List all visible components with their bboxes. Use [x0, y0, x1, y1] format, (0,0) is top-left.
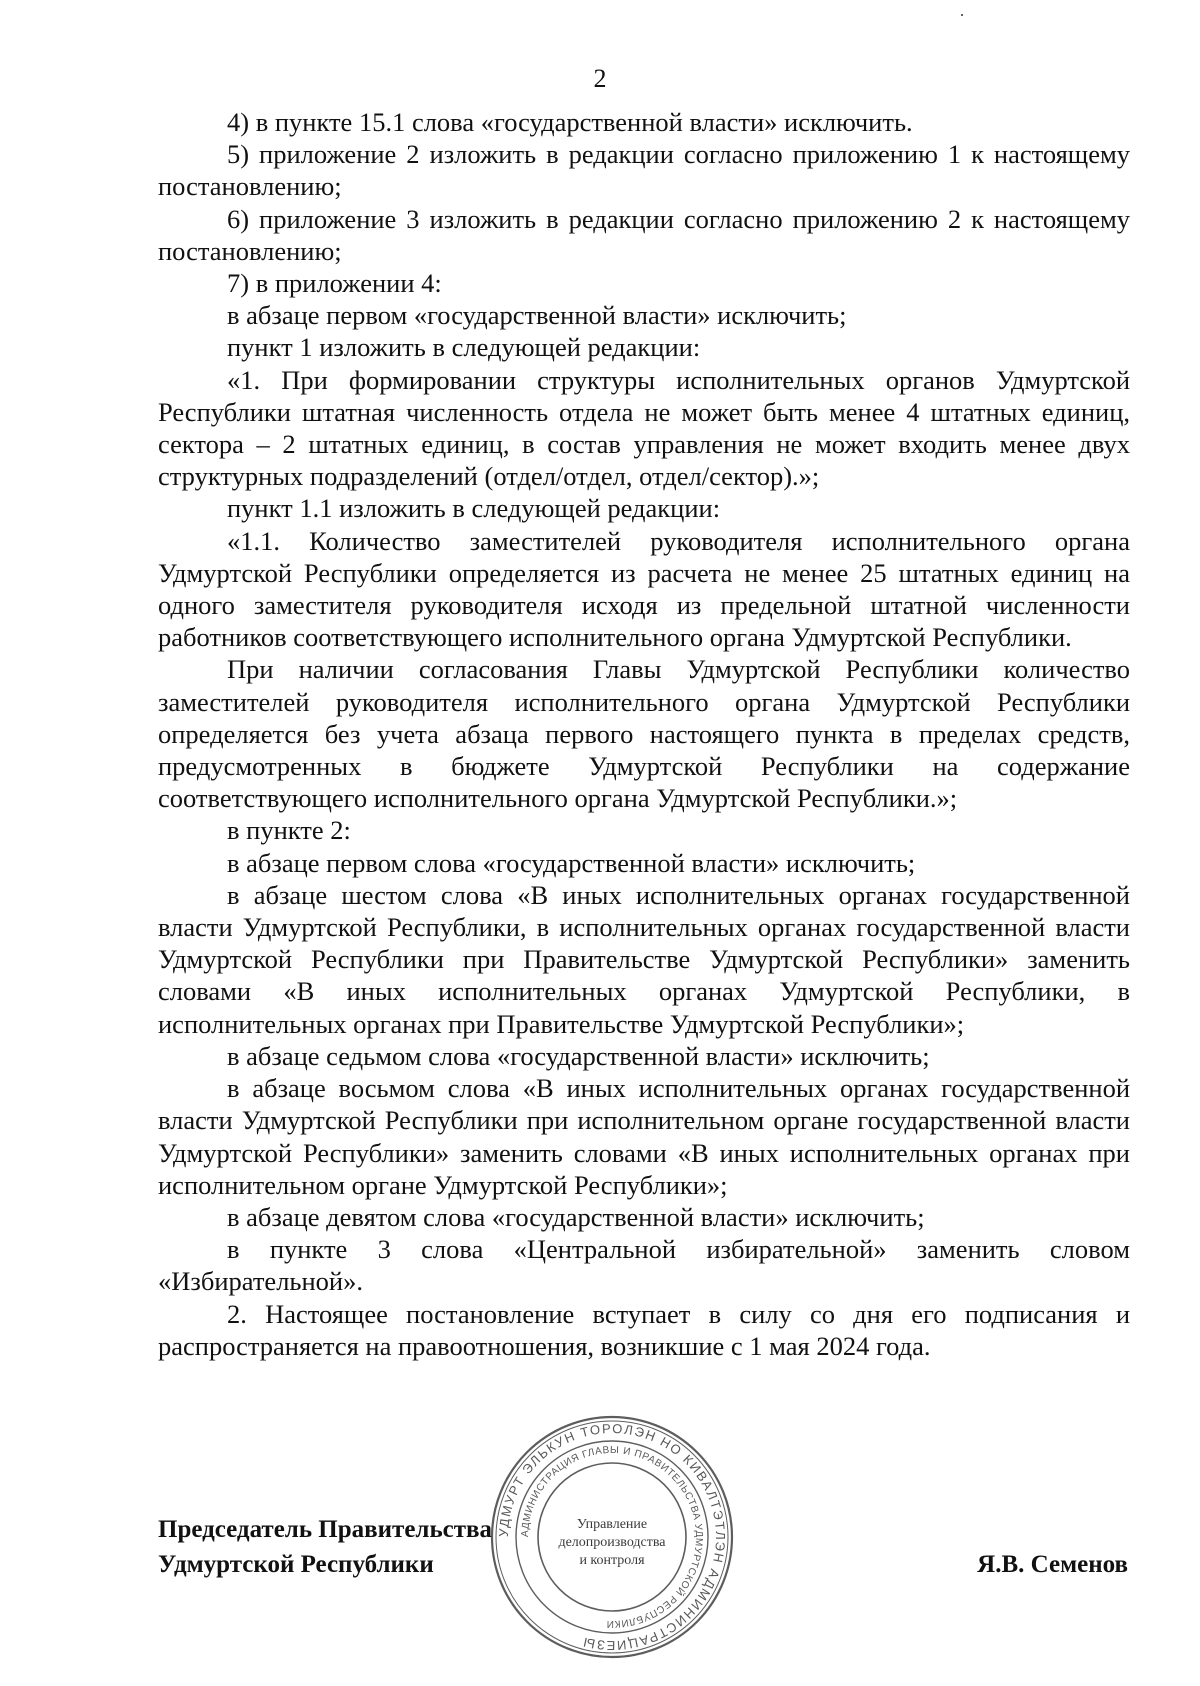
stamp-center-line1: Управление: [576, 1517, 648, 1532]
paragraph: в абзаце первом «государственной власти» исключить;: [227, 300, 847, 331]
paragraph-item-5: 5) приложение 2 изложить в редакции согласно приложению 1 к настоящему постановлению;: [158, 139, 1130, 202]
paragraph-effective-date: 2. Настоящее постановление вступает в силу со дня его подписания и распространяется на правоотношения, возникшие с 1 мая 2024 года.: [158, 1298, 1130, 1361]
paragraph: пункт 1.1 изложить в следующей редакции:: [227, 493, 721, 524]
paragraph: в пункте 2:: [227, 815, 351, 846]
paragraph: пункт 1 изложить в следующей редакции:: [227, 332, 701, 363]
stamp-outer-ring-text: УДМУРТ ЭЛЬКУН ТОРОЛЭН НО КИВАЛТЭТЛЭН АДМИНИСТРАЦИЕЗЫ: [495, 1420, 729, 1654]
paragraph: в абзаце шестом слова «В иных исполнительных органах государственной власти Удмуртской Республики, в исполнительных органах государственной власти Удмуртской Республики при Правительстве Удмуртской Республики» заменить словами «В иных исполнительных органах Удмуртской Республики, в исполнительных органах при Правительстве Удмуртской Республики»;: [158, 879, 1130, 1039]
official-stamp: [487, 1412, 737, 1662]
signer-name: Я.В. Семенов: [977, 1551, 1128, 1578]
quoted-paragraph: «1. При формировании структуры исполнительных органов Удмуртской Республики штатная численность отдела не может быть менее 4 штатных единиц, сектора – 2 штатных единиц, в состав управления не может входить менее двух структурных подразделений (отдел/отдел, отдел/сектор).»;: [158, 364, 1130, 492]
document-body: [158, 106, 1130, 1362]
paragraph-item-6: 6) приложение 3 изложить в редакции согласно приложению 2 к настоящему постановлению;: [158, 203, 1130, 266]
paragraph-item-7: 7) в приложении 4:: [227, 268, 442, 299]
signature-position: [158, 1512, 492, 1582]
paragraph: в абзаце седьмом слова «государственной власти» исключить;: [227, 1040, 930, 1071]
paragraph: в пункте 3 слова «Центральной избирательной» заменить словом «Избирательной».: [158, 1234, 1130, 1297]
paragraph-item-4: 4) в пункте 15.1 слова «государственной власти» исключить.: [227, 107, 913, 137]
paragraph: в абзаце восьмом слова «В иных исполнительных органах государственной власти Удмуртской Республики при исполнительном органе государственной власти Удмуртской Республики» заменить словами «В иных исполнительных органах при исполнительном органе Удмуртской Республики»;: [158, 1073, 1130, 1200]
paragraph: в абзаце девятом слова «государственной власти» исключить;: [227, 1201, 925, 1232]
signature-position-line1: Председатель Правительства: [158, 1516, 493, 1543]
signature-position-line2: Удмуртской Республики: [158, 1551, 434, 1578]
quoted-paragraph: «1.1. Количество заместителей руководителя исполнительного органа Удмуртской Республики определяется из расчета не менее 25 штатных единиц на одного заместителя руководителя исходя из предельной штатной численности работников соответствующего исполнительного органа Удмуртской Республики.: [158, 525, 1130, 653]
stamp-seal: [487, 1412, 737, 1662]
stamp-center-line3: и контроля: [579, 1553, 645, 1568]
scan-speck: [961, 14, 963, 16]
quoted-paragraph: При наличии согласования Главы Удмуртской Республики количество заместителей руководителя исполнительного органа Удмуртской Республики определяется без учета абзаца первого настоящего пункта в пределах средств, предусмотренных в бюджете Удмуртской Республики на содержание соответствующего исполнительного органа Удмуртской Республики.»;: [158, 654, 1130, 814]
paragraph: в абзаце первом слова «государственной власти» исключить;: [227, 847, 916, 878]
stamp-inner-ring-text: АДМИНИСТРАЦИЯ ГЛАВЫ И ПРАВИТЕЛЬСТВА УДМУРТСКОЙ РЕСПУБЛИКИ: [519, 1444, 705, 1630]
stamp-center-line2: делопроизводства: [558, 1535, 666, 1550]
page-number: 2: [593, 64, 607, 93]
